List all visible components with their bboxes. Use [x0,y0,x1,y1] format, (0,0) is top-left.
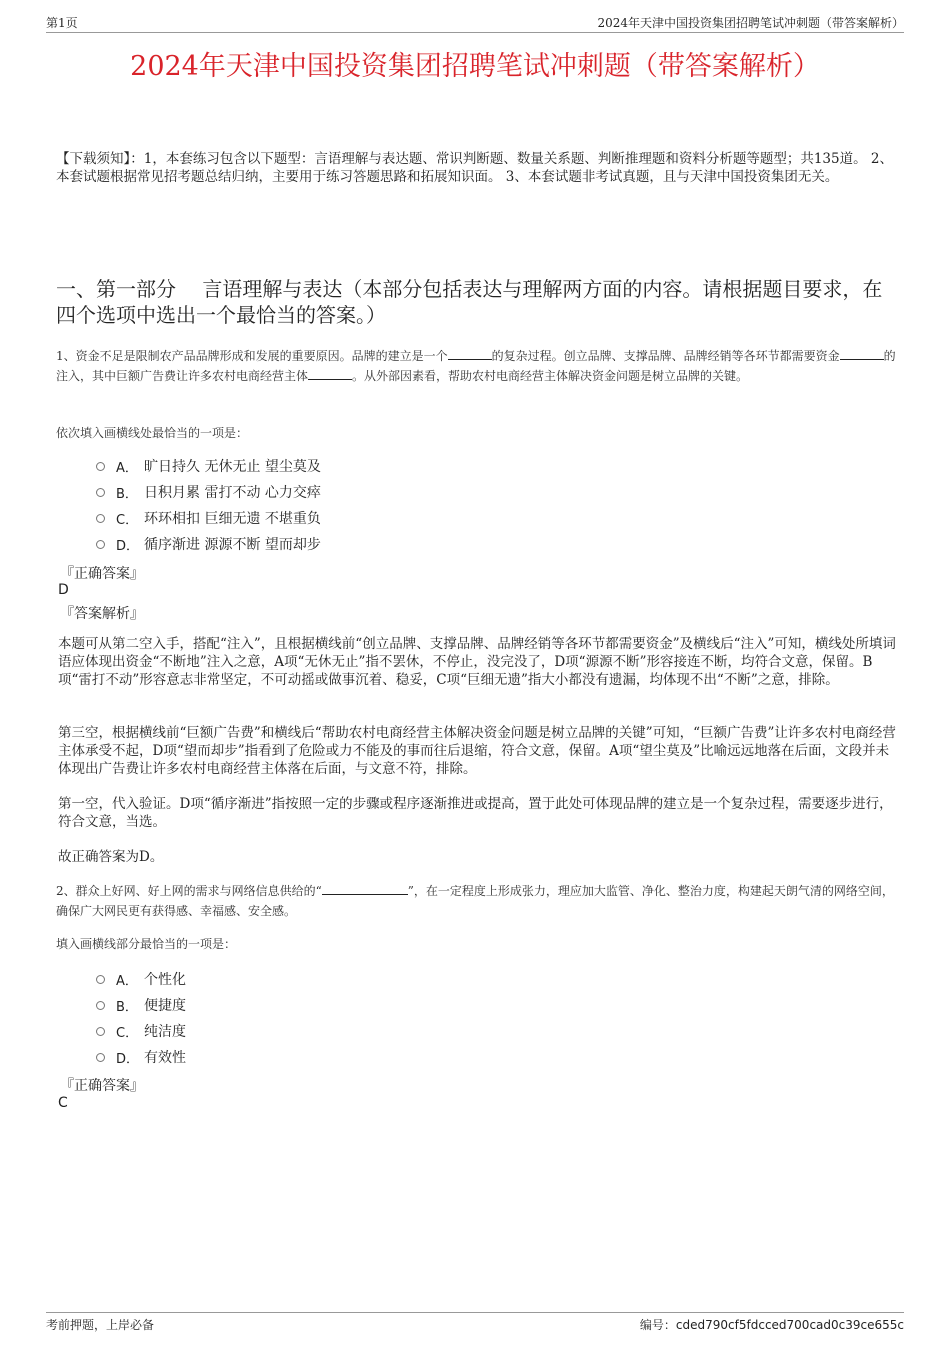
option-d[interactable]: D． 有效性 [96,1044,186,1070]
radio-icon[interactable] [96,1027,105,1036]
document-title: 2024年天津中国投资集团招聘笔试冲刺题（带答案解析） [130,51,820,82]
answer-label: 『正确答案』 [60,1078,144,1094]
q2-text-part2: ”，在一定程度上形成张力，理应加大监管、净化、整治力度，构建起天朗气清的网络空间，确保广大网民更有获得感、幸福感、安全感。 [56,884,894,918]
radio-icon[interactable] [96,514,105,523]
option-a[interactable]: A． 个性化 [96,966,186,992]
q1-text-part4: 。从外部因素看，帮助农村电商经营主体解决资金问题是树立品牌的关键。 [352,369,749,383]
option-c[interactable]: C． 环环相扣 巨细无遗 不堪重负 [96,505,321,531]
header-doc-title: 2024年天津中国投资集团招聘笔试冲刺题（带答案解析） [597,16,904,30]
fill-blank [308,367,352,380]
question-1-stem [56,346,898,386]
radio-icon[interactable] [96,1001,105,1010]
analysis-paragraph: 第三空，根据横线前“巨额广告费”和横线后“帮助农村电商经营主体解决资金问题是树立品牌的关键”可知，“巨额广告费”让许多农村电商经营主体承受不起，D项“望而却步”指看到了危险或力不能及的事而往后退缩，符合文意，保留。A项“望尘莫及”比喻远远地落在后面，文段并未体现出广告费让许多农村电商经营主体落在后面，与文意不符，排除。 [58,725,896,777]
fill-blank [840,347,884,360]
fill-blank [322,882,408,895]
radio-icon[interactable] [96,540,105,549]
question-1-prompt: 依次填入画横线处最恰当的一项是： [56,426,249,440]
radio-icon[interactable] [96,462,105,471]
analysis-paragraph: 本题可从第二空入手，搭配“注入”，且根据横线前“创立品牌、支撑品牌、品牌经销等各环节都需要资金”及横线后“注入”可知，横线处所填词语应体现出资金“不断地”注入之意，A项“无休无止”指不罢休，不停止，没完没了，D项“源源不断”形容接连不断，均符合文意，保留。B项“雷打不动”形容意志非常坚定，不可动摇或做事沉着、稳妥，C项“巨细无遗”指大小都没有遗漏，均体现不出“不断”之意，排除。 [58,636,896,688]
question-2-options [96,966,186,1070]
question-2-prompt: 填入画横线部分最恰当的一项是： [56,937,237,951]
analysis-label: 『答案解析』 [60,606,144,622]
option-a[interactable]: A． 旷日持久 无休无止 望尘莫及 [96,453,321,479]
footer-slogan: 考前押题，上岸必备 [46,1318,155,1332]
answer-value: C [58,1095,68,1111]
option-b[interactable]: B． 日积月累 雷打不动 心力交瘁 [96,479,321,505]
question-1-options [96,453,321,557]
q2-text-part1: 2、群众上好网、好上网的需求与网络信息供给的“ [56,884,322,898]
page-header [46,14,904,33]
answer-value: D [58,582,69,598]
option-d[interactable]: D． 循序渐进 源源不断 望而却步 [96,531,321,557]
option-b[interactable]: B． 便捷度 [96,992,186,1018]
radio-icon[interactable] [96,488,105,497]
radio-icon[interactable] [96,975,105,984]
question-2-stem [56,881,898,921]
download-notice: 【下载须知】：1，本套练习包含以下题型：言语理解与表达题、常识判断题、数量关系题、判断推理题和资料分析题等题型；共135道。 2、本套试题根据常见招考题总结归纳，主要用于练习答题思路和拓展知识面。 3、本套试题非考试真题，且与天津中国投资集团无关。 [56,151,893,185]
page-number: 第1页 [46,16,78,30]
radio-icon[interactable] [96,1053,105,1062]
document-code: 编号：cded790cf5fdcced700cad0c39ce655c [639,1318,904,1332]
analysis-paragraph: 第一空，代入验证。D项“循序渐进”指按照一定的步骤或程序逐渐推进或提高，置于此处可体现品牌的建立是一个复杂过程，需要逐步进行，符合文意，当选。 [58,796,893,830]
answer-label: 『正确答案』 [60,566,144,582]
analysis-conclusion: 故正确答案为D。 [58,849,164,865]
q1-text-part2: 的复杂过程。创立品牌、支撑品牌、品牌经销等各环节都需要资金 [491,349,840,363]
q1-text-part3: 的注入，其中巨额广告费让许多农村电商经营主体 [56,349,896,383]
q1-text-part1: 1、资金不足是限制农产品品牌形成和发展的重要原因。品牌的建立是一个 [56,349,448,363]
option-c[interactable]: C． 纯洁度 [96,1018,186,1044]
fill-blank [448,347,492,360]
section-heading: 一、第一部分 言语理解与表达（本部分包括表达与理解两方面的内容。请根据题目要求，在四个选项中选出一个最恰当的答案。） [56,277,883,327]
page-footer [46,1312,904,1333]
